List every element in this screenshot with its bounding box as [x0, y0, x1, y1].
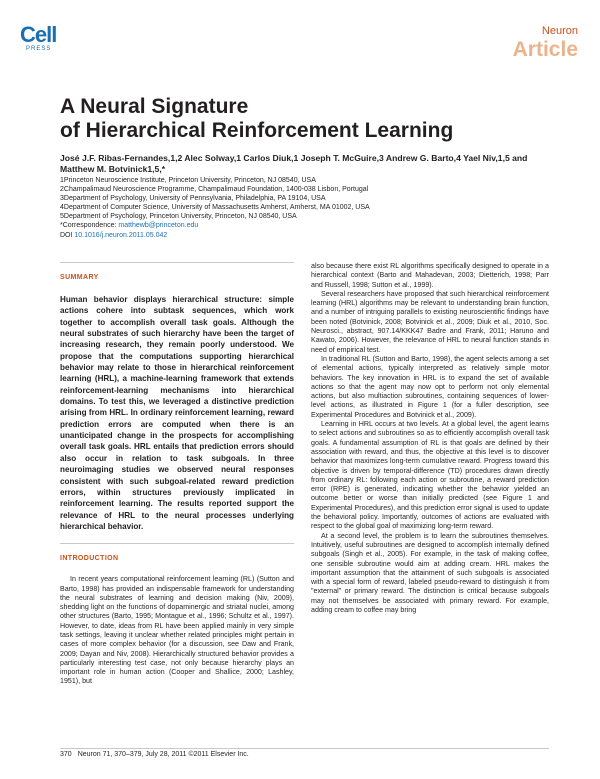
- title-line-2: of Hierarchical Reinforcement Learning: [60, 119, 454, 142]
- journal-name: Neuron: [541, 25, 578, 37]
- paper-title: [60, 95, 540, 143]
- cell-logo-text: Cell: [20, 22, 57, 47]
- article-type-label: Article: [512, 38, 578, 61]
- intro-paragraph: In recent years computational reinforcement learning (RL) (Sutton and Barto, 1998) has provided an indispensable framework for understanding the neural substrates of learning and decision making (Niv, 2009), shedding light on the functions of dopaminergic and striatal nuclei, among other structures (Barto, 1995; Montague et al., 1996; Schultz et al., 1997). However, to date, ideas from RL have been applied mainly in very simple task settings, leaving it unclear whether related principles might pertain in cases of more complex behavior (for a discussion, see Daw and Frank, 2009; Dayan and Niv, 2008). Hierarchically structured behavior provides a particularly interesting test case, not only because hierarchy plays an important role in human action (Cooper and Shallice, 2000; Lashley, 1951), but: [60, 575, 294, 686]
- summary-heading: SUMMARY: [60, 274, 99, 281]
- summary-top-rule: [60, 262, 294, 263]
- body-paragraph-2: Several researchers have proposed that such hierarchical reinforcement learning (HRL) algorithms may be relevant to understanding brain function, and a number of intriguing parallels to existing neuroscientific findings have been noted (Botvinick, 2008; Botvinick et al., 2009; Diuk et al., 2010, Soc. Neurosci., abstract, 907.14/KKK47 Badre and Frank, 2011; Haruno and Kawato, 2006). However, the relevance of HRL to neural function stands in need of empirical test.: [311, 289, 549, 354]
- correspondence-email-link[interactable]: matthewb@princeton.edu: [118, 222, 199, 230]
- doi-line: [60, 231, 560, 240]
- right-column: [311, 262, 549, 615]
- body-paragraph-1: also because there exist RL algorithms specifically designed to operate in a hierarchical context (Barto and Mahadevan, 2003; Dietterich, 1998; Parr and Russell, 1998; Sutton et al., 1999).: [311, 262, 549, 289]
- left-column: [60, 262, 294, 687]
- body-paragraph-3: In traditional RL (Sutton and Barto, 1998), the agent selects among a set of elemental actions, typically interpreted as relatively simple motor behaviors. The key innovation in HRL is to expand the set of available actions so that the agent may now opt to perform not only elemental actions, but also multiaction subroutines, containing sequences of lower-level actions, as illustrated in Figure 1 (for a fuller description, see Experimental Procedures and Botvinick et al., 2009).: [311, 354, 549, 419]
- correspondence: [60, 221, 560, 230]
- cell-press-logo: [20, 24, 60, 54]
- intro-top-rule: [60, 543, 294, 544]
- introduction-heading: INTRODUCTION: [60, 555, 119, 563]
- title-line-1: A Neural Signature: [60, 95, 249, 118]
- page-number: 370: [60, 751, 72, 758]
- correspondence-label: *Correspondence:: [60, 222, 119, 230]
- affiliation-1: 1Princeton Neuroscience Institute, Princeton University, Princeton, NJ 08540, USA: [60, 177, 316, 184]
- summary-text: Human behavior displays hierarchical structure: simple actions cohere into subtask sequences, which work together to accomplish overall task goals. Although the neural substrates of such hierarchy have been the target of increasing research, they remain poorly understood. We propose that the computations supporting hierarchical behavior may relate to those in hierarchical reinforcement learning (HRL), a machine-learning framework that extends reinforcement-learning mechanisms into hierarchical domains. To test this, we leveraged a distinctive prediction arising from HRL. In ordinary reinforcement learning, reward prediction errors are computed when there is an unanticipated change in the prospects for accomplishing overall task goals. HRL entails that prediction errors should also occur in relation to task subgoals. In three neuroimaging studies we observed neural responses consistent with such subgoal-related reward prediction errors, within structures previously implicated in reinforcement learning. The results reported support the relevance of HRL to the neural processes underlying hierarchical behavior.: [60, 295, 294, 531]
- page-footer: [60, 751, 249, 758]
- body-paragraph-5: At a second level, the problem is to learn the subroutines themselves. Intuitively, useful subroutines are designed to accomplish internally defined subgoals (Singh et al., 2005). For example, in the task of making coffee, one sensible subroutine would aim at adding cream. HRL makes the important assumption that the attainment of such subgoals is associated with a special form of reward, labeled pseudo-reward to distinguish it from "external" or primary reward. The distinction is critical because subgoals may not themselves be associated with primary reward. For example, adding cream to coffee may bring: [311, 531, 549, 614]
- affiliations: [60, 176, 560, 240]
- journal-citation: Neuron 71, 370–379, July 28, 2011 ©2011 Elsevier Inc.: [77, 751, 249, 758]
- affiliation-5: 5Department of Psychology, Princeton University, Princeton, NJ 08540, USA: [60, 213, 297, 221]
- press-logo-text: PRESS: [26, 46, 52, 52]
- footer-rule: [60, 748, 549, 749]
- author-list: José J.F. Ribas-Fernandes,1,2 Alec Solway,1 Carlos Diuk,1 Joseph T. McGuire,3 Andrew G. Barto,4 Yael Niv,1,5 and Matthew M. Botvinick1,5,*: [60, 153, 528, 174]
- affiliation-3: 3Department of Psychology, University of Pennsylvania, Philadelphia, PA 19104, USA: [60, 195, 326, 203]
- doi-label: DOI: [60, 231, 75, 239]
- doi-link[interactable]: 10.1016/j.neuron.2011.05.042: [74, 231, 168, 239]
- body-paragraph-4: Learning in HRL occurs at two levels. At a global level, the agent learns to select actions and subroutines so as to efficiently accomplish overall task goals. A fundamental assumption of RL is that goals are defined by their association with reward, and thus, the objective at this level is to discover behavior that maximizes long-term cumulative reward. Progress toward this objective is driven by temporal-difference (TD) procedures drawn directly from ordinary RL: following each action or subroutine, a reward prediction error (RPE) is generated, indicating whether the behavior yielded an outcome better or worse than initially predicted (see Figure 1 and Experimental Procedures), and this prediction error signal is used to update the behavioral policy. Importantly, outcomes of actions are evaluated with respect to the global goal of maximizing long-term reward.: [311, 420, 549, 531]
- affiliation-4: 4Department of Computer Science, University of Massachusetts Amherst, Amherst, MA 01002, USA: [60, 204, 370, 212]
- affiliation-2: 2Champalimaud Neuroscience Programme, Champalimaud Foundation, 1400-038 Lisbon, Portugal: [60, 186, 369, 194]
